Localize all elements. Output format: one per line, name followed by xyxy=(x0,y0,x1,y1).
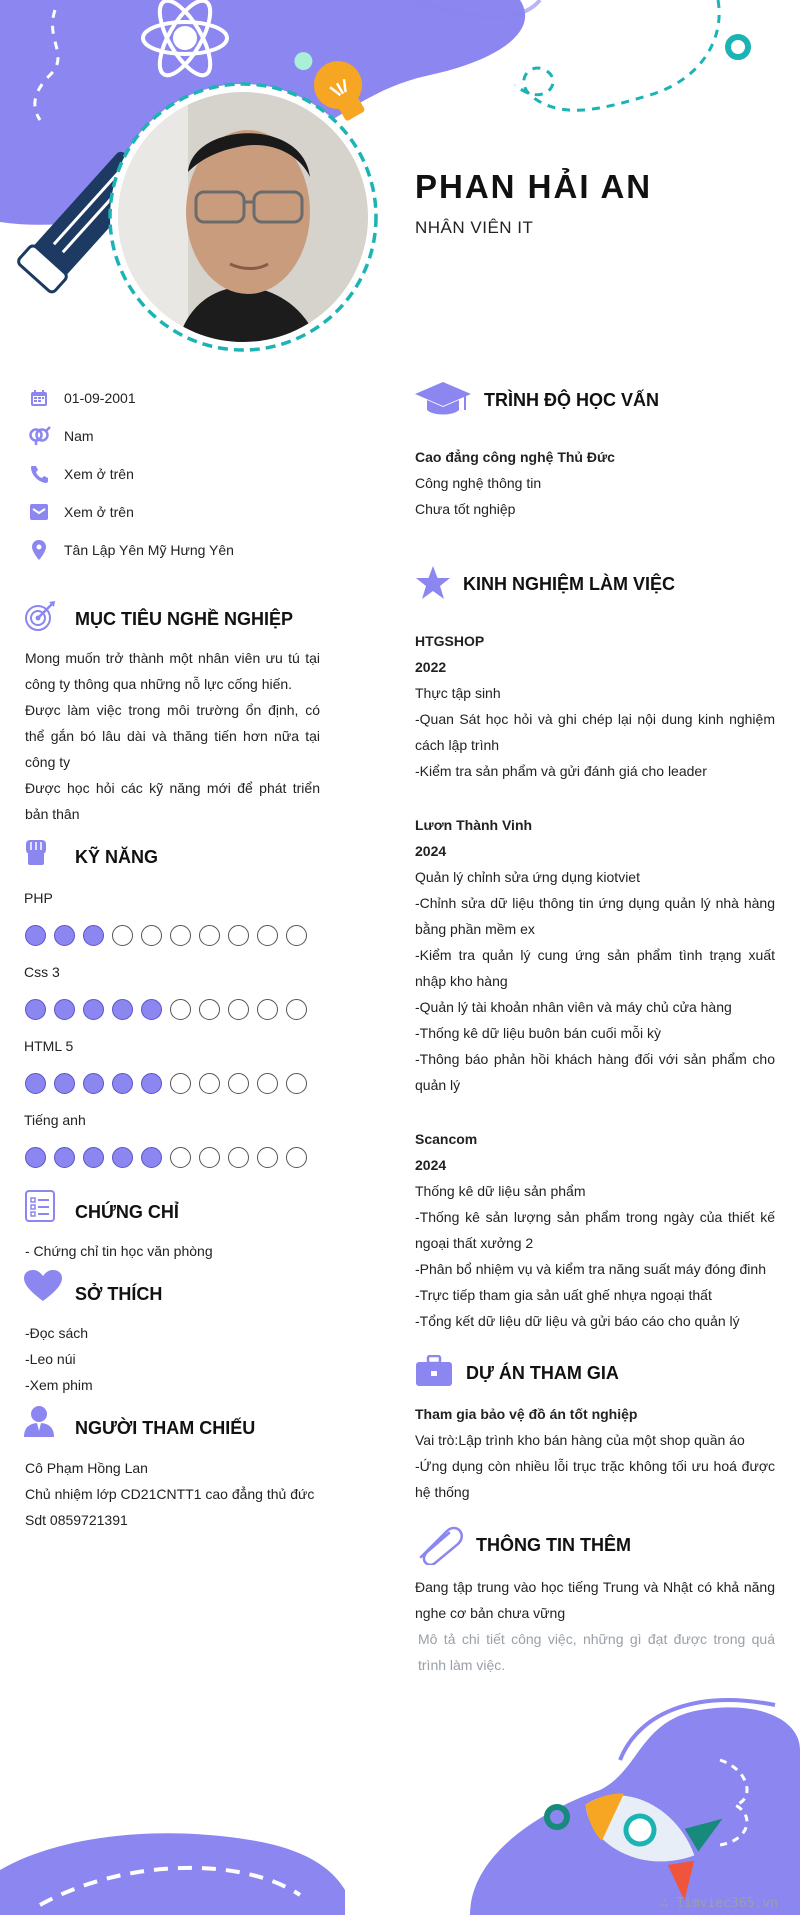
job-line: Quản lý chỉnh sửa ứng dụng kiotviet xyxy=(415,869,640,885)
experience-list xyxy=(415,628,775,1334)
skill-dot-empty xyxy=(141,925,162,946)
person-icon xyxy=(24,1405,54,1442)
briefcase-icon xyxy=(415,1355,453,1392)
hobby-item: -Leo núi xyxy=(25,1351,76,1367)
info-address xyxy=(24,538,234,562)
info-phone xyxy=(24,462,134,486)
objective-title: MỤC TIÊU NGHỀ NGHIỆP xyxy=(75,609,294,629)
skill-dot-filled xyxy=(141,1073,162,1094)
skill-rating xyxy=(25,1147,315,1168)
job-year: 2024 xyxy=(415,1157,447,1173)
skill-dot-empty xyxy=(199,1147,220,1168)
skill-rating xyxy=(25,925,315,946)
info-gender xyxy=(24,424,94,448)
skill-dot-empty xyxy=(286,999,307,1020)
skill-dot-filled xyxy=(83,925,104,946)
skill-dot-filled xyxy=(25,999,46,1020)
skill-dot-empty xyxy=(170,1147,191,1168)
education-school: Cao đẳng công nghệ Thủ Đức xyxy=(415,449,615,465)
candidate-name: PHAN HẢI AN xyxy=(415,168,653,205)
skill-dot-filled xyxy=(112,999,133,1020)
job-line: -Kiểm tra quản lý cung ứng sản phẩm tình trạng xuất nhập kho hàng xyxy=(415,947,775,989)
job-line: Thống kê dữ liệu sản phẩm xyxy=(415,1183,586,1199)
phone-icon xyxy=(24,464,54,484)
email-icon xyxy=(24,502,54,522)
skill-dot-filled xyxy=(25,1073,46,1094)
skill-dot-empty xyxy=(199,1073,220,1094)
references-text xyxy=(25,1455,320,1533)
skill-dot-empty xyxy=(228,1147,249,1168)
skill-dot-filled xyxy=(83,1147,104,1168)
skill-name: Css 3 xyxy=(24,964,60,980)
teal-dashed-swirl xyxy=(515,0,719,110)
additional-title: THÔNG TIN THÊM xyxy=(476,1535,631,1555)
references-title: NGƯỜI THAM CHIẾU xyxy=(75,1418,256,1438)
hobbies-title: SỞ THÍCH xyxy=(75,1284,163,1304)
skill-dot-empty xyxy=(286,1073,307,1094)
address-text: Tân Lập Yên Mỹ Hưng Yên xyxy=(64,542,234,558)
skill-dot-empty xyxy=(228,925,249,946)
skill-dot-empty xyxy=(257,1073,278,1094)
skill-dot-filled xyxy=(141,999,162,1020)
project-line: Vai trò:Lập trình kho bán hàng của một shop quần áo xyxy=(415,1432,745,1448)
experience-title: KINH NGHIỆM LÀM VIỆC xyxy=(463,574,676,594)
job-line: Thực tập sinh xyxy=(415,685,501,701)
additional-details xyxy=(415,1574,775,1678)
certificates-list xyxy=(25,1238,320,1264)
info-email xyxy=(24,500,134,524)
teal-ring xyxy=(728,37,748,57)
job-line: -Chỉnh sửa dữ liệu thông tin ứng dụng quản lý nhà hàng bằng phần mềm ex xyxy=(415,895,775,937)
graduation-cap-icon xyxy=(415,380,471,421)
skill-dot-filled xyxy=(54,925,75,946)
skill-dot-empty xyxy=(286,925,307,946)
skill-dot-empty xyxy=(170,1073,191,1094)
education-details xyxy=(415,444,775,522)
paperclip-icon xyxy=(415,1525,463,1570)
target-icon xyxy=(24,600,56,637)
skill-dot-empty xyxy=(286,1147,307,1168)
skill-dot-empty xyxy=(199,925,220,946)
additional-text: Đang tập trung vào học tiếng Trung và Nhật có khả năng nghe cơ bản chưa vững xyxy=(415,1579,775,1621)
skill-dot-filled xyxy=(83,1073,104,1094)
job-company: Lươn Thành Vinh xyxy=(415,817,533,833)
certificate-item: - Chứng chỉ tin học văn phòng xyxy=(25,1243,213,1259)
additional-placeholder: Mô tả chi tiết công việc, những gì đạt được trong quá trình làm việc. xyxy=(418,1631,775,1673)
job-line: -Quản lý tài khoản nhân viên và máy chủ cửa hàng xyxy=(415,999,732,1015)
objective-line: Mong muốn trở thành một nhân viên ưu tú tại công ty thông qua những nỗ lực cống hiến. xyxy=(25,650,320,692)
job-company: Scancom xyxy=(415,1131,478,1147)
job-year: 2024 xyxy=(415,843,447,859)
job-line: -Quan Sát học hỏi và ghi chép lại nội dung kinh nghiệm cách lập trình xyxy=(415,711,775,753)
skills-title: KỸ NĂNG xyxy=(75,847,159,867)
education-status: Chưa tốt nghiệp xyxy=(415,501,516,517)
hobby-item: -Xem phim xyxy=(25,1377,93,1393)
skill-dot-empty xyxy=(257,999,278,1020)
checklist-icon xyxy=(24,1190,56,1227)
job-year: 2022 xyxy=(415,659,447,675)
reference-line: Chủ nhiệm lớp CD21CNTT1 cao đẳng thủ đức xyxy=(25,1486,315,1502)
projects-title: DỰ ÁN THAM GIA xyxy=(466,1363,619,1383)
objective-line: Được học hỏi các kỹ năng mới để phát triển bản thân xyxy=(25,780,320,822)
birthday-text: 01-09-2001 xyxy=(64,390,136,406)
skill-dot-filled xyxy=(54,1147,75,1168)
skill-dot-filled xyxy=(83,999,104,1020)
phone-text: Xem ở trên xyxy=(64,466,134,482)
skill-dot-empty xyxy=(170,999,191,1020)
job-line: -Trực tiếp tham gia sản uất ghế nhựa ngoại thất xyxy=(415,1287,712,1303)
job-line: -Thống kê sản lượng sản phẩm trong ngày của thiết kế ngoại thất xưởng 2 xyxy=(415,1209,775,1251)
job-line: -Thống kê dữ liệu buôn bán cuối mỗi kỳ xyxy=(415,1025,661,1041)
education-major: Công nghệ thông tin xyxy=(415,475,542,491)
info-birthday xyxy=(24,386,136,410)
projects-details xyxy=(415,1401,775,1505)
job-line: -Kiểm tra sản phẩm và gửi đánh giá cho leader xyxy=(415,763,707,779)
skill-dot-filled xyxy=(141,1147,162,1168)
job-title: NHÂN VIÊN IT xyxy=(415,218,534,237)
watermark: ∴ Timviec365.vn xyxy=(660,1896,778,1911)
profile-photo xyxy=(118,92,368,342)
skill-dot-empty xyxy=(257,925,278,946)
skill-dot-empty xyxy=(257,1147,278,1168)
objective-line: Được làm việc trong môi trường ổn định, có thể gắn bó lâu dài và thăng tiến hơn nữa tại công ty xyxy=(25,702,320,770)
skill-dot-filled xyxy=(112,1147,133,1168)
skill-dot-filled xyxy=(54,1073,75,1094)
skill-dot-filled xyxy=(112,1073,133,1094)
skill-dot-filled xyxy=(25,925,46,946)
skill-dot-empty xyxy=(112,925,133,946)
skill-dot-filled xyxy=(54,999,75,1020)
gender-text: Nam xyxy=(64,428,94,444)
job-line: -Thông báo phản hồi khách hàng đối với sản phẩm cho quản lý xyxy=(415,1051,775,1093)
objective-text xyxy=(25,645,320,827)
skill-name: PHP xyxy=(24,890,53,906)
skill-dot-empty xyxy=(228,999,249,1020)
location-pin-icon xyxy=(24,540,54,560)
heart-icon xyxy=(24,1270,62,1307)
fist-icon xyxy=(24,836,48,871)
skill-rating xyxy=(25,999,315,1020)
email-text: Xem ở trên xyxy=(64,504,134,520)
reference-line: Cô Phạm Hồng Lan xyxy=(25,1460,148,1476)
education-title: TRÌNH ĐỘ HỌC VẤN xyxy=(484,390,659,410)
job-line: -Tổng kết dữ liệu dữ liệu và gửi báo cáo cho quản lý xyxy=(415,1313,740,1329)
job-line: -Phân bổ nhiệm vụ và kiểm tra năng suất máy đóng đinh xyxy=(415,1261,766,1277)
star-icon xyxy=(415,565,451,606)
bottom-left-wave xyxy=(0,1833,345,1915)
skill-dot-empty xyxy=(170,925,191,946)
hobby-item: -Đọc sách xyxy=(25,1325,89,1341)
job-company: HTGSHOP xyxy=(415,633,485,649)
project-line: -Ứng dụng còn nhiều lỗi trục trặc không tối ưu hoá được hệ thống xyxy=(415,1458,775,1500)
calendar-icon xyxy=(24,388,54,408)
certificates-title: CHỨNG CHỈ xyxy=(75,1202,179,1222)
gender-icon xyxy=(24,426,54,446)
skill-dot-filled xyxy=(25,1147,46,1168)
skill-dot-empty xyxy=(228,1073,249,1094)
reference-line: Sdt 0859721391 xyxy=(25,1512,128,1528)
hobbies-list xyxy=(25,1320,320,1398)
skill-name: Tiếng anh xyxy=(24,1112,86,1128)
project-name: Tham gia bảo vệ đồ án tốt nghiệp xyxy=(415,1406,638,1422)
skill-name: HTML 5 xyxy=(24,1038,74,1054)
skill-rating xyxy=(25,1073,315,1094)
skill-dot-empty xyxy=(199,999,220,1020)
